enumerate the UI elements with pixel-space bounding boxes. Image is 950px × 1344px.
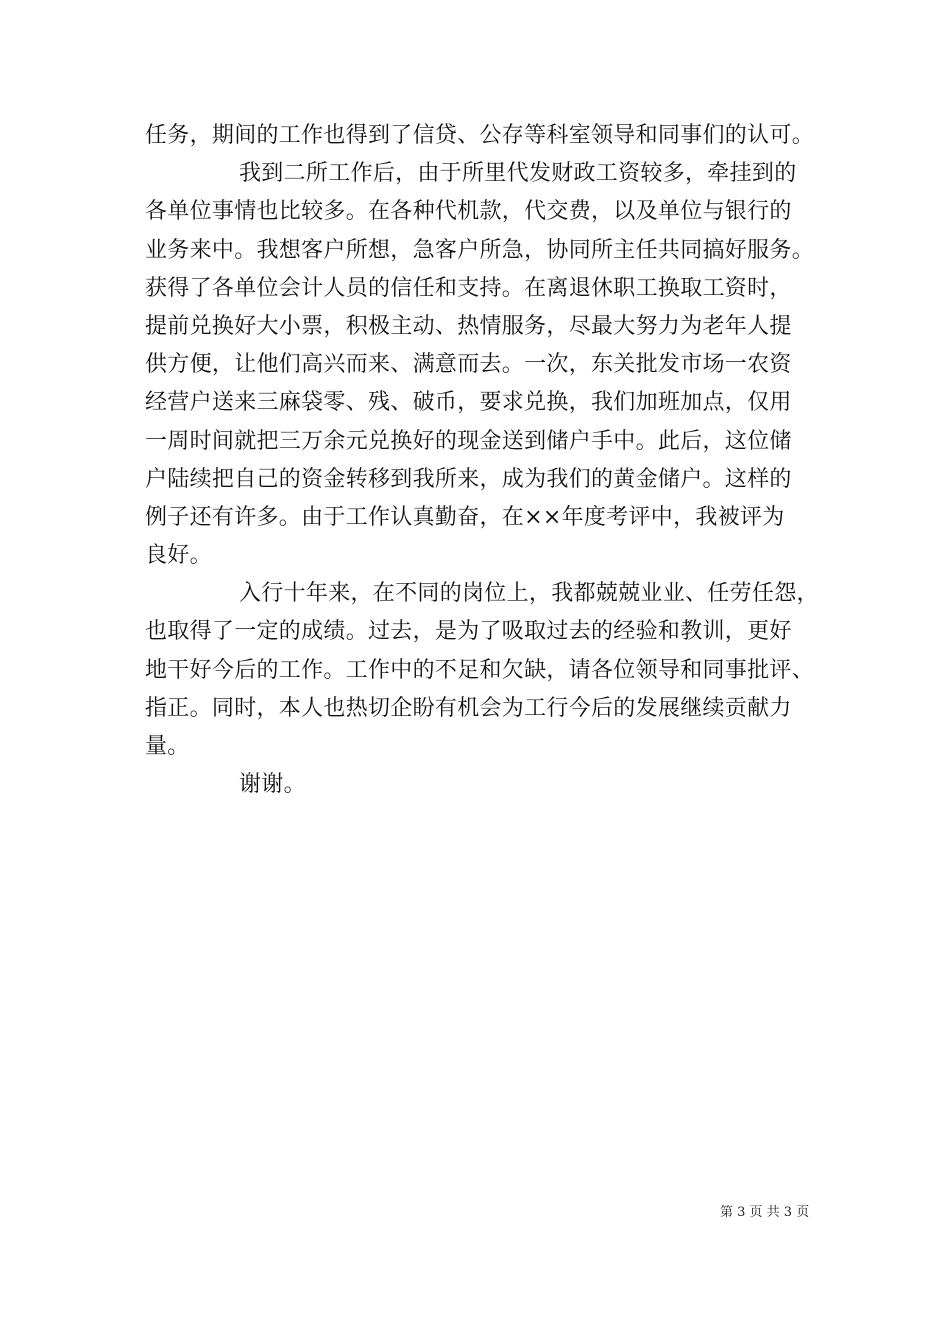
- text-line: 一周时间就把三万余元兑换好的现金送到储户手中。此后，这位储: [145, 428, 792, 454]
- text-line: 也取得了一定的成绩。过去，是为了吸取过去的经验和教训，更好: [145, 619, 792, 645]
- text-line: 量。: [145, 734, 190, 759]
- text-line: 户陆续把自己的资金转移到我所来，成为我们的黄金储户。这样的: [145, 466, 792, 492]
- text-line: 各单位事情也比较多。在各种代机款，代交费，以及单位与银行的: [145, 199, 792, 225]
- page-number-footer: 第 3 页 共 3 页: [720, 1205, 810, 1220]
- paragraph-start-line: 我到二所工作后，由于所里代发财政工资较多，牵挂到的: [239, 161, 797, 187]
- text-line: 获得了各单位会计人员的信任和支持。在离退休职工换取工资时，: [145, 275, 792, 301]
- text-line: 任务，期间的工作也得到了信贷、公存等科室领导和同事们的认可。: [145, 123, 815, 148]
- text-line: 业务来中。我想客户所想，急客户所急，协同所主任共同搞好服务。: [145, 237, 815, 263]
- text-line: 地干好今后的工作。工作中的不足和欠缺，请各位领导和同事批评、: [145, 657, 815, 683]
- text-line: 良好。: [145, 543, 212, 569]
- closing-line: 谢谢。: [239, 772, 306, 798]
- text-line: 供方便，让他们高兴而来、满意而去。一次，东关批发市场一农资: [145, 352, 792, 378]
- paragraph-start-line: 入行十年来，在不同的岗位上，我都兢兢业业、任劳任怨，: [239, 581, 819, 607]
- document-body: [145, 117, 825, 804]
- text-line: 经营户送来三麻袋零、残、破币，要求兑换，我们加班加点，仅用: [145, 390, 792, 416]
- text-line: 提前兑换好大小票，积极主动、热情服务，尽最大努力为老年人提: [145, 313, 792, 339]
- text-line: 例子还有许多。由于工作认真勤奋，在××年度考评中，我被评为: [145, 504, 785, 530]
- text-line: 指正。同时，本人也热切企盼有机会为工行今后的发展继续贡献力: [145, 695, 792, 721]
